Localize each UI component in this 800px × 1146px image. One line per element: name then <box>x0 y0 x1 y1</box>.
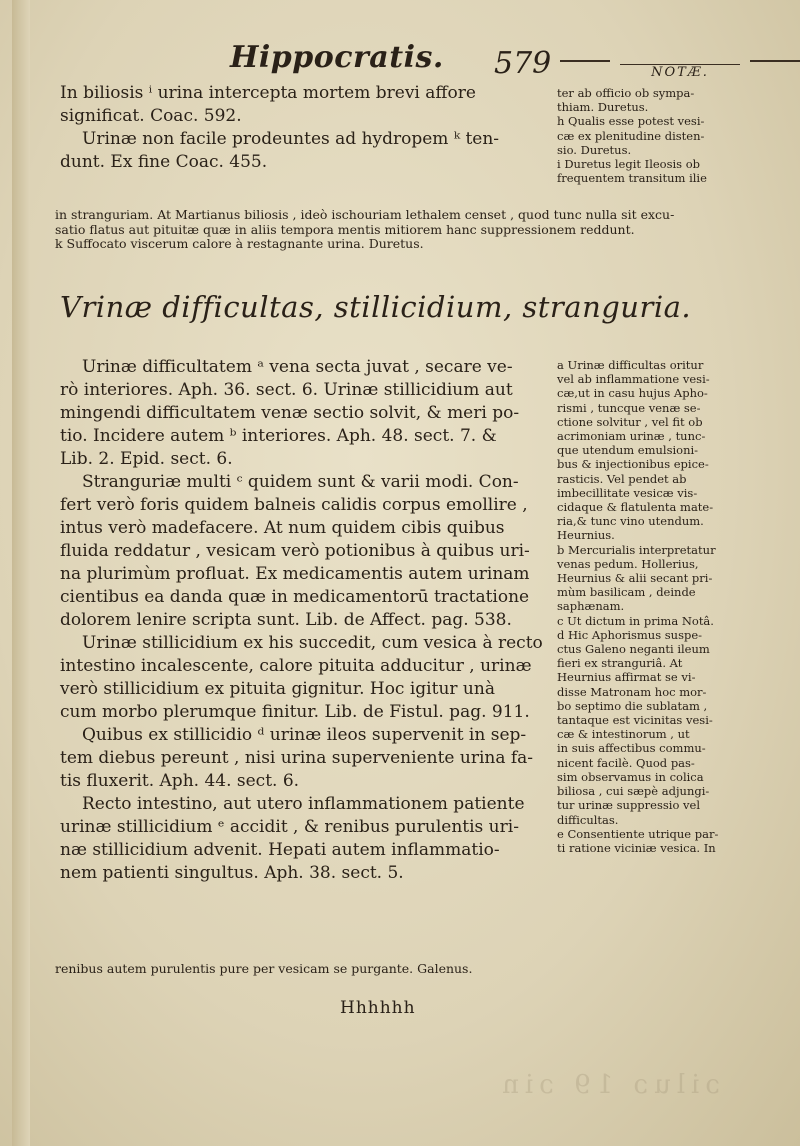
note-line: ria,& tunc vino utendum. <box>557 514 704 529</box>
text-line: intestino incalescente, calore pituita adducitur , urinæ <box>60 656 532 676</box>
top-side-notes <box>557 86 757 185</box>
note-line: ti ratione viciniæ vesica. In <box>557 840 716 855</box>
top-main-text <box>60 82 555 174</box>
text-line: næ stillicidium advenit. Hepati autem inflammatio- <box>60 840 500 860</box>
text-line: In biliosis ⁱ urina intercepta mortem brevi affore <box>60 83 476 103</box>
note-line: sio. Duretus. <box>557 142 632 157</box>
note-line: rismi , tuncque venæ se- <box>557 400 701 415</box>
note-line: ctus Galeno neganti ileum <box>557 642 710 657</box>
paragraph <box>60 793 555 885</box>
note-line: tur urinæ suppressio vel <box>557 798 701 813</box>
note-line: disse Matronam hoc mor- <box>557 684 707 699</box>
side-notes <box>557 358 757 855</box>
page-gutter <box>12 0 30 1146</box>
text-line: Urinæ difficultatem ᵃ vena secta juvat , secare ve- <box>82 357 513 377</box>
note-line: frequentem transitum ilie <box>557 171 707 186</box>
note-line: cidaque & flatulenta mate- <box>557 500 714 515</box>
text-line: Stranguriæ multi ᶜ quidem sunt & varii modi. Con- <box>82 472 519 492</box>
note-line: vel ab inflammatione vesi- <box>557 372 710 387</box>
show-through-text: ɔiluɔ 19 ɔin <box>496 1070 720 1100</box>
note-line: que utendum emulsioni- <box>557 443 699 458</box>
note-line: Heurnius affirmat se vi- <box>557 670 696 685</box>
note-line: cæ ex plenitudine disten- <box>557 128 705 143</box>
text-line: tio. Incidere autem ᵇ interiores. Aph. 48. sect. 7. & <box>60 426 497 446</box>
note-line: fieri ex stranguriâ. At <box>557 656 683 671</box>
page-number: 579 <box>494 46 552 81</box>
note-line: h Qualis esse potest vesi- <box>557 114 705 129</box>
text-line: dunt. Ex fine Coac. 455. <box>60 152 268 172</box>
note-line: mùm basilicam , deinde <box>557 585 696 600</box>
text-line: tis fluxerit. Aph. 44. sect. 6. <box>60 771 300 791</box>
note-line: sim observamus in colica <box>557 769 704 784</box>
note-line: a Urinæ difficultas oritur <box>557 358 704 372</box>
footnote-block-bottom <box>55 962 755 977</box>
text-line: Urinæ non facile prodeuntes ad hydropem ᵏ ten- <box>82 129 500 149</box>
note-line: rasticis. Vel pendet ab <box>557 471 687 486</box>
note-line: saphænam. <box>557 599 625 614</box>
notes-label: NOTÆ. <box>620 64 740 80</box>
footnote-line: renibus autem purulentis pure per vesicam se purgante. Galenus. <box>55 961 473 976</box>
header-rule-right <box>750 60 800 62</box>
running-head: Hippocratis. <box>230 40 444 75</box>
note-line: ctione solvitur , vel fit ob <box>557 414 703 429</box>
text-line: fluida reddatur , vesicam verò potionibus à quibus uri- <box>60 541 530 561</box>
text-line: Lib. 2. Epid. sect. 6. <box>60 449 233 469</box>
page-header <box>60 38 760 81</box>
note-line: in suis affectibus commu- <box>557 741 706 756</box>
note-line: b Mercurialis interpretatur <box>557 542 716 557</box>
note-line: d Hic Aphorismus suspe- <box>557 627 703 642</box>
text-line: intus verò madefacere. At num quidem cibis quibus <box>60 518 505 538</box>
signature-mark: Hhhhhh <box>340 998 416 1018</box>
note-line: bo septimo die sublatam , <box>557 698 708 713</box>
paragraph <box>60 724 555 793</box>
text-line: nem patienti singultus. Aph. 38. sect. 5. <box>60 863 404 883</box>
note-line: biliosa , cui sæpè adjungi- <box>557 784 710 799</box>
note-line: c Ut dictum in prima Notâ. <box>557 613 714 628</box>
header-rule-left <box>560 60 610 62</box>
note-line: thiam. Duretus. <box>557 100 649 115</box>
footnote-line: in stranguriam. At Martianus biliosis , ideò ischouriam lethalem censet , quod tunc nulla sit excu- <box>55 207 675 222</box>
text-line: na plurimùm profluat. Ex medicamentis autem urinam <box>60 564 530 584</box>
text-line: fert verò foris quidem balneis calidis corpus emollire , <box>60 495 528 515</box>
note-line: nicent facilè. Quod pas- <box>557 755 695 770</box>
note-line: bus & injectionibus epice- <box>557 457 709 472</box>
note-line: Heurnius. <box>557 528 615 543</box>
section-title: Vrinæ difficultas, stillicidium, stranguria. <box>60 290 692 324</box>
note-line: ter ab officio ob sympa- <box>557 86 695 100</box>
paragraph <box>60 356 555 471</box>
note-line: cæ,ut in casu hujus Apho- <box>557 386 708 401</box>
text-line: mingendi difficultatem venæ sectio solvit, & meri po- <box>60 403 520 423</box>
text-line: Recto intestino, aut utero inflammationem patiente <box>82 794 525 814</box>
note-line: imbecillitate vesicæ vis- <box>557 485 698 500</box>
text-line: Quibus ex stillicidio ᵈ urinæ ileos supervenit in sep- <box>82 725 527 745</box>
text-line: cum morbo plerumque finitur. Lib. de Fistul. pag. 911. <box>60 702 530 722</box>
note-line: difficultas. <box>557 812 619 827</box>
note-line: e Consentiente utrique par- <box>557 826 719 841</box>
note-line: Heurnius & alii secant pri- <box>557 571 713 586</box>
paragraph <box>60 632 555 724</box>
text-line: significat. Coac. 592. <box>60 106 242 126</box>
footnote-line: satio flatus aut pituitæ quæ in aliis tempora mentis mitiorem hanc suppressionem reddunt. <box>55 221 635 237</box>
text-line: cientibus ea danda quæ in medicamentorū tractatione <box>60 587 530 607</box>
text-line: rò interiores. Aph. 36. sect. 6. Urinæ stillicidium aut <box>60 380 513 400</box>
text-line: dolorem lenire scripta sunt. Lib. de Affect. pag. 538. <box>60 610 512 630</box>
note-line: cæ & intestinorum , ut <box>557 727 690 742</box>
note-line: tantaque est vicinitas vesi- <box>557 713 713 728</box>
note-line: i Duretus legit Ileosis ob <box>557 157 701 172</box>
text-line: Urinæ stillicidium ex his succedit, cum vesica à recto <box>82 633 543 653</box>
text-line: urinæ stillicidium ᵉ accidit , & renibus purulentis uri- <box>60 817 519 837</box>
main-text <box>60 356 555 885</box>
footnote-block-top <box>55 208 755 252</box>
note-line: acrimoniam urinæ , tunc- <box>557 429 706 444</box>
text-line: verò stillicidium ex pituita gignitur. Hoc igitur unà <box>60 679 495 699</box>
note-line: venas pedum. Hollerius, <box>557 556 699 571</box>
paragraph <box>60 471 555 632</box>
text-line: tem diebus pereunt , nisi urina superveniente urina fa- <box>60 748 534 768</box>
footnote-line: k Suffocato viscerum calore à restagnante urina. Duretus. <box>55 236 424 251</box>
